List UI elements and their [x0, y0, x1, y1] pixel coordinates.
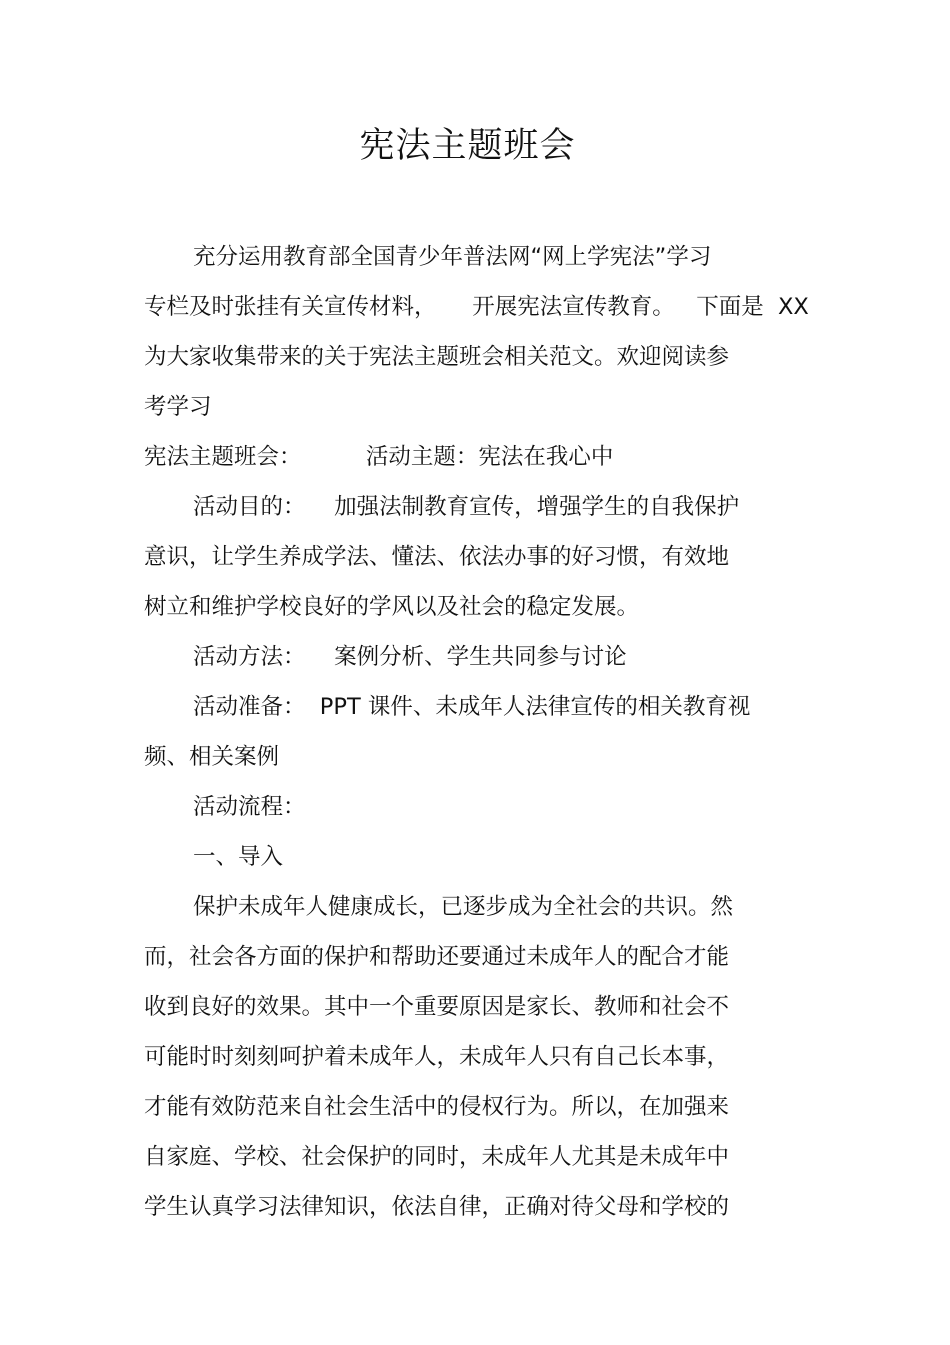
text-line-17: 可能时时刻刻呵护着未成年人，未成年人只有自己长本事， — [144, 1044, 730, 1070]
text-line-6: 活动目的： 加强法制教育宣传，增强学生的自我保护 — [193, 494, 740, 520]
text-line-16: 收到良好的效果。其中一个重要原因是家长、教师和社会不 — [144, 994, 730, 1020]
text-line-7: 意识，让学生养成学法、懂法、依法办事的好习惯，有效地 — [144, 544, 730, 570]
text-line-9: 活动方法： 案例分析、学生共同参与讨论 — [193, 644, 627, 670]
text-line-14: 保护未成年人健康成长，已逐步成为全社会的共识。然 — [193, 894, 734, 920]
text-line-3: 为大家收集带来的关于宪法主题班会相关范文。欢迎阅读参 — [144, 344, 730, 370]
text-line-12: 活动流程： — [193, 794, 306, 820]
text-line-5: 宪法主题班会： 活动主题：宪法在我心中 — [144, 444, 614, 470]
document-title: 宪法主题班会 — [359, 126, 576, 166]
text-line-4: 考学习 — [144, 394, 212, 420]
text-line-20: 学生认真学习法律知识，依法自律，正确对待父母和学校的 — [144, 1194, 730, 1220]
text-line-19: 自家庭、学校、社会保护的同时，未成年人尤其是未成年中 — [144, 1144, 730, 1170]
text-line-8: 树立和维护学校良好的学风以及社会的稳定发展。 — [144, 594, 640, 620]
text-line-11: 频、相关案例 — [144, 744, 280, 770]
text-line-10: 活动准备： PPT 课件、未成年人法律宣传的相关教育视 — [193, 694, 751, 720]
text-line-18: 才能有效防范来自社会生活中的侵权行为。所以，在加强来 — [144, 1094, 730, 1120]
text-line-1: 充分运用教育部全国青少年普法网“网上学宪法”学习 — [193, 244, 712, 270]
text-line-15: 而，社会各方面的保护和帮助还要通过未成年人的配合才能 — [144, 944, 730, 970]
text-line-13: 一、导入 — [193, 844, 284, 870]
text-line-2: 专栏及时张挂有关宣传材料， 开展宪法宣传教育。 下面是 XX — [144, 294, 809, 320]
